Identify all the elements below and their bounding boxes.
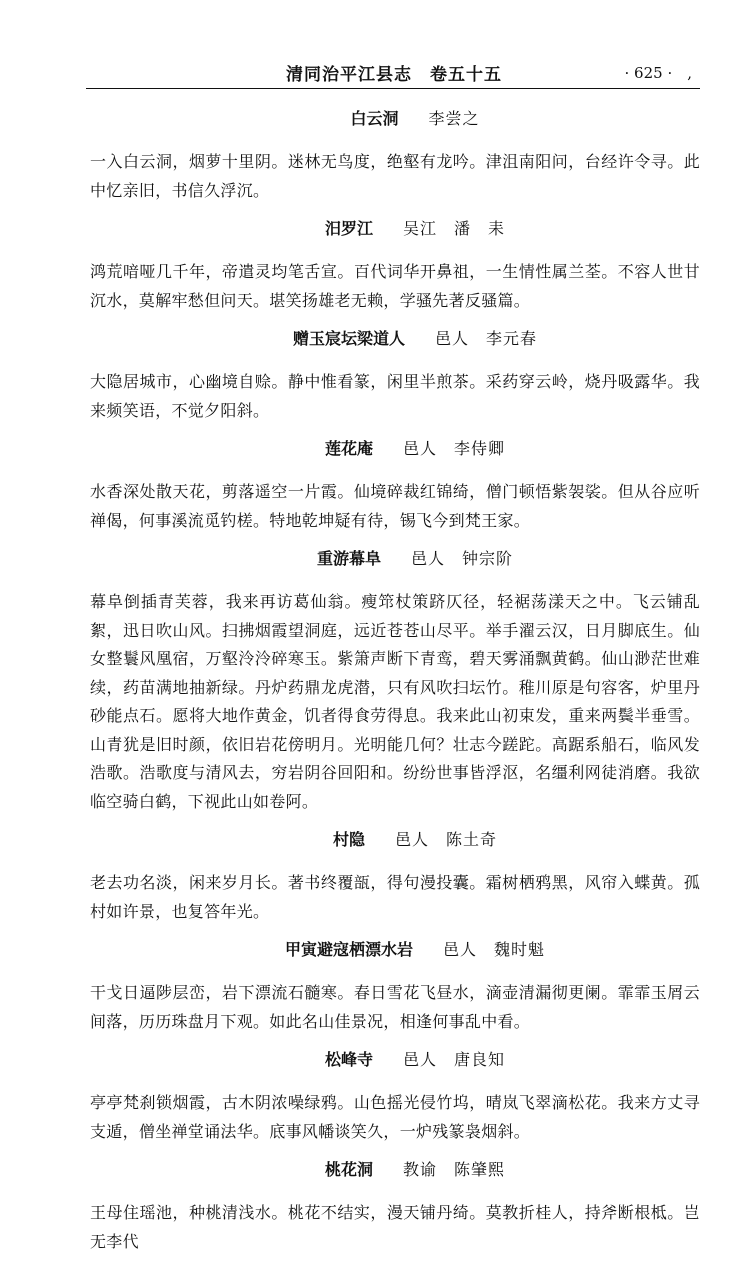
poem-title-text: 重游幕阜 [316,549,381,568]
poem-title [90,1049,700,1071]
poem-author: 邑人 李元春 [435,329,538,348]
poem-title [90,438,700,460]
poem-title [90,939,700,961]
page-content [90,108,700,1269]
poem-author: 邑人 李侍卿 [403,439,506,458]
poem-body: 王母住瑶池，种桃清浅水。桃花不结实，漫天铺丹绮。莫教折桂人，持斧断根柢。岂无李代 [90,1203,700,1251]
poem-body: 亭亭梵刹锁烟霞，古木阴浓噪绿鸦。山色摇光侵竹坞，晴岚飞翠滴松花。我来方丈寻支遁，僧坐禅堂诵法华。底事风幡谈笑久，一炉残篆袅烟斜。 [90,1093,700,1141]
poem-author: 邑人 魏时魁 [443,940,546,959]
poem-title-text: 村隐 [332,830,365,849]
poem-body: 一入白云洞，烟萝十里阴。迷林无鸟度，绝壑有龙吟。津沮南阳问，台经许令寻。此中忆亲旧，书信久浮沉。 [90,152,700,200]
poem-title-text: 桃花洞 [324,1160,373,1179]
poem-title [90,1159,700,1181]
poem-body: 幕阜倒插青芙蓉，我来再访葛仙翁。瘦筇杖策跻仄径，轻裾荡漾天之中。飞云铺乱絮，迅日吹山风。扫拂烟霞望洞庭，远近苍苍山尽平。举手濯云汉，日月脚底生。仙女整鬟风凰宿，万壑泠泠碎寒玉。紫箫声断下青鸾，碧天雾涌飘黄鹤。仙山渺茫世难续，药苗满地抽新绿。丹炉药鼎龙虎潜，只有风吹扫坛竹。稚川原是句容客，炉里丹砂能点石。愿将大地作黄金，饥者得食劳得息。我来此山初束发，重来两鬓半垂雪。山青犹是旧时颜，依旧岩花傍明月。光明能几何？壮志今蹉跎。高踞系船石，临风发浩歌。浩歌度与清风去，穷岩阴谷回阳和。纷纷世事皆浮沤，名缰利网徒消磨。我欲临空骑白鹤，下视此山如卷阿。 [90,592,700,811]
poem-title [90,218,700,240]
poem-title-text: 莲花庵 [324,439,373,458]
header-title: 清同治平江县志 卷五十五 [286,65,502,85]
header-rule [86,88,700,89]
page-header [86,58,700,86]
poem-title [90,548,700,570]
poem-body: 干戈日逼陟层峦，岩下漂流石髓寒。春日雪花飞昼水，滴壶清漏彻更阑。霏霏玉屑云间落，历历珠盘月下观。如此名山佳景况，相逢何事乱中看。 [90,983,700,1031]
poem-title [90,829,700,851]
poem-body: 老去功名淡，闲来岁月长。著书终覆瓿，得句漫投囊。霜树栖鸦黑，风帘入蝶黄。孤村如许景，也复答年光。 [90,873,700,921]
poem-title-text: 松峰寺 [324,1050,373,1069]
poem-author: 邑人 钟宗阶 [411,549,514,568]
poem-body: 水香深处散天花，剪落遥空一片霞。仙境碎裁红锦绮，僧门顿悟紫袈裟。但从谷应听禅偈，何事溪流觅钓槎。特地乾坤疑有待，锡飞今到梵王家。 [90,482,700,530]
page-number: · 625 · , [624,64,692,82]
poem-author: 邑人 陈土奇 [395,830,498,849]
poem-author: 李尝之 [428,109,480,128]
poem-title-text: 白云洞 [350,109,399,128]
poem-title [90,108,700,130]
poem-title [90,328,700,350]
poem-body: 鸿荒喑哑几千年，帝遣灵均笔舌宣。百代词华开鼻祖，一生情性属兰荃。不容人世甘沉水，莫解牢愁但问天。堪笑扬雄老无赖，学骚先著反骚篇。 [90,262,700,310]
poem-title-text: 甲寅避寇栖漂水岩 [284,940,413,959]
poem-author: 教谕 陈肇熙 [403,1160,506,1179]
poem-title-text: 汨罗江 [324,219,373,238]
poem-title-text: 赠玉宸坛梁道人 [292,329,405,348]
poem-author: 吴江 潘 耒 [403,219,506,238]
poem-author: 邑人 唐良知 [403,1050,506,1069]
poem-body: 大隐居城市，心幽境自赊。静中惟看篆，闲里半煎茶。采药穿云岭，烧丹吸露华。我来频笑语，不觉夕阳斜。 [90,372,700,420]
